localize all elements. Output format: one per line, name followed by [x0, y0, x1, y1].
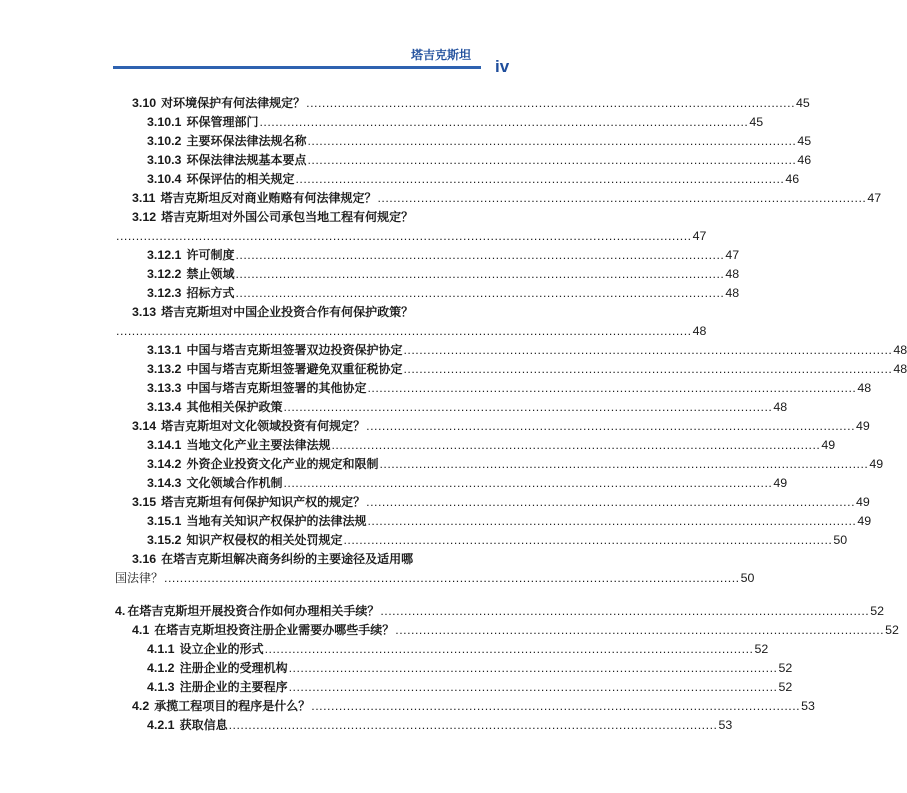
toc-entry[interactable]: [132, 189, 882, 208]
toc-entry-number: 4.2: [132, 699, 150, 713]
toc-leader-dots: ............................................................................................................................: [367, 514, 857, 528]
toc-entry[interactable]: [132, 417, 870, 436]
toc-leader-dots: ............................................................................................................................: [235, 286, 725, 300]
toc-entry-title: 塔吉克斯坦对外国公司承包当地工程有何规定？: [161, 210, 414, 224]
toc-entry-number: 3.16: [132, 552, 157, 566]
toc-entry-number: 3.10.2: [147, 134, 182, 148]
toc-chapter-entry[interactable]: [115, 602, 885, 621]
toc-leader-dots: ............................................................................................................................: [235, 267, 725, 281]
toc-entry-number: 3.10.3: [147, 153, 182, 167]
toc-entry[interactable]: [132, 550, 470, 569]
toc-entry-title: 环保管理部门: [186, 115, 259, 129]
toc-leader-dots: ..................................................................................................................................................: [116, 324, 692, 338]
toc-entry-number: 3.13.3: [147, 381, 182, 395]
toc-entry-title: 中国与塔吉克斯坦签署的其他协定: [186, 381, 367, 395]
toc-entry-page: 45: [749, 115, 764, 129]
toc-entry-number: 3.10: [132, 96, 157, 110]
toc-entry-number: 3.15: [132, 495, 157, 509]
running-header-title: 塔吉克斯坦: [410, 48, 471, 62]
page-number: iv: [495, 57, 510, 76]
toc-leader-dots: ............................................................................................................................: [288, 680, 778, 694]
toc-entry[interactable]: [147, 512, 872, 531]
toc-entry[interactable]: [132, 697, 815, 716]
toc-entry-title: 塔吉克斯坦对文化领域投资有何规定？: [161, 419, 366, 433]
toc-entry-page: 52: [778, 661, 793, 675]
toc-entry-page: 47: [692, 229, 707, 243]
toc-entry-number: 3.13: [132, 305, 157, 319]
toc-entry-page: 52: [885, 623, 899, 637]
toc-entry-page: 53: [801, 699, 815, 713]
toc-entry-page: 48: [893, 343, 907, 357]
toc-entry[interactable]: [147, 379, 872, 398]
toc-entry-page: 48: [725, 286, 740, 300]
toc-entry[interactable]: [147, 151, 812, 170]
toc-leader-dots: ............................................................................................................................: [307, 153, 797, 167]
toc-leader-dots: ............................................................................................................................: [311, 699, 801, 713]
toc-entry-page: 47: [725, 248, 740, 262]
toc-entry[interactable]: [132, 493, 870, 512]
toc-leader-dots: ............................................................................................................................: [228, 718, 718, 732]
toc-entry-number: 3.10.1: [147, 115, 182, 129]
toc-entry-page: 48: [692, 324, 707, 338]
toc-entry-page: 49: [856, 495, 870, 509]
toc-leader-dots: ............................................................................................................................: [235, 248, 725, 262]
toc-entry[interactable]: [147, 170, 800, 189]
toc-entry[interactable]: [147, 265, 740, 284]
toc-entry-title: 外资企业投资文化产业的规定和限制: [186, 457, 379, 471]
toc-entry[interactable]: [147, 284, 740, 303]
toc-leader-dots: ............................................................................................................................: [283, 400, 773, 414]
toc-entry-title: 主要环保法律法规名称: [186, 134, 307, 148]
toc-entry[interactable]: [147, 531, 848, 550]
toc-leader-dots: ............................................................................................................................: [367, 381, 857, 395]
toc-leader-dots: ............................................................................................................................: [379, 457, 869, 471]
toc-entry-page: 49: [856, 419, 870, 433]
toc-entry-title: 注册企业的主要程序: [179, 680, 288, 694]
toc-entry-page: 53: [718, 718, 733, 732]
toc-entry[interactable]: [147, 398, 788, 417]
toc-entry[interactable]: [147, 436, 836, 455]
toc-leader-dots: ............................................................................................................................: [331, 438, 821, 452]
toc-entry-page: 48: [893, 362, 907, 376]
toc-entry[interactable]: [132, 94, 810, 113]
toc-entry-page: 46: [785, 172, 800, 186]
toc-entry[interactable]: [132, 303, 470, 322]
toc-entry-title: 当地有关知识产权保护的法律法规: [186, 514, 367, 528]
toc-entry-number: 3.15.1: [147, 514, 182, 528]
toc-entry-page: 49: [869, 457, 884, 471]
toc-entry-page: 49: [773, 476, 788, 490]
toc-entry-title: 获取信息: [179, 718, 228, 732]
toc-entry-number: 4.2.1: [147, 718, 175, 732]
toc-entry-number: 3.11: [132, 191, 156, 205]
toc-entry-continuation[interactable]: [115, 569, 755, 588]
toc-entry-number: 3.14.3: [147, 476, 182, 490]
toc-leader-dots: ............................................................................................................................: [366, 495, 856, 509]
toc-entry-title: 在塔吉克斯坦开展投资合作如何办理相关手续？: [127, 604, 380, 618]
toc-leader-dots: ............................................................................................................................: [288, 661, 778, 675]
toc-leader-dots: ............................................................................................................................: [380, 604, 870, 618]
toc-leader-dots: ............................................................................................................................: [283, 476, 773, 490]
toc-entry-number: 3.13.1: [147, 343, 182, 357]
toc-leader-dots: ..................................................................................................................................................: [116, 229, 692, 243]
toc-entry-number: 3.12.1: [147, 248, 182, 262]
toc-entry[interactable]: [147, 716, 733, 735]
toc-entry-continuation[interactable]: [115, 227, 707, 246]
toc-entry-number: 4.1.2: [147, 661, 175, 675]
toc-entry[interactable]: [132, 208, 470, 227]
toc-entry[interactable]: [147, 640, 769, 659]
toc-entry-title: 在塔吉克斯坦投资注册企业需要办哪些手续？: [154, 623, 395, 637]
toc-entry-number: 3.13.2: [147, 362, 182, 376]
toc-entry-number: 3.14: [132, 419, 157, 433]
toc-entry[interactable]: [147, 113, 764, 132]
toc-leader-dots: ............................................................................................................................: [377, 191, 867, 205]
toc-entry-number: 3.12.2: [147, 267, 182, 281]
toc-entry-page: 48: [725, 267, 740, 281]
toc-entry-number: 4.1.3: [147, 680, 175, 694]
toc-entry-page: 49: [821, 438, 836, 452]
toc-entry[interactable]: [147, 246, 740, 265]
toc-entry-page: 45: [796, 96, 810, 110]
toc-leader-dots: ............................................................................................................................: [295, 172, 785, 186]
toc-entry-title: 环保法律法规基本要点: [186, 153, 307, 167]
toc-leader-dots: ............................................................................................................................: [366, 419, 856, 433]
toc-entry-number: 4.: [115, 604, 126, 618]
toc-entry-number: 3.10.4: [147, 172, 182, 186]
toc-leader-dots: ............................................................................................................................: [403, 362, 893, 376]
toc-entry[interactable]: [132, 621, 899, 640]
toc-entry-title: 塔吉克斯坦对中国企业投资合作有何保护政策？: [161, 305, 414, 319]
toc-entry-continuation[interactable]: [115, 322, 707, 341]
toc-leader-dots: ............................................................................................................................: [395, 623, 885, 637]
toc-leader-dots: ..................................................................................................................................................: [164, 571, 740, 585]
toc-leader-dots: ............................................................................................................................: [306, 96, 796, 110]
toc-entry[interactable]: [147, 132, 812, 151]
toc-entry-number: 3.12: [132, 210, 157, 224]
toc-entry-title: 招标方式: [186, 286, 235, 300]
toc-entry-title: 禁止领域: [186, 267, 235, 281]
toc-entry-page: 52: [778, 680, 793, 694]
toc-entry[interactable]: [147, 474, 788, 493]
toc-entry-number: 3.14.1: [147, 438, 182, 452]
toc-entry-title: 塔吉克斯坦反对商业贿赂有何法律规定？: [160, 191, 377, 205]
toc-leader-dots: ............................................................................................................................: [343, 533, 833, 547]
toc-entry-title: 环保评估的相关规定: [186, 172, 295, 186]
toc-entry-title: 文化领域合作机制: [186, 476, 283, 490]
toc-entry-title: 设立企业的形式: [179, 642, 264, 656]
toc-entry-title: 对环境保护有何法律规定？: [161, 96, 306, 110]
toc-entry-page: 50: [833, 533, 848, 547]
toc-entry-title: 承揽工程项目的程序是什么？: [154, 699, 311, 713]
toc-entry-number: 3.12.3: [147, 286, 182, 300]
toc-entry[interactable]: [147, 678, 793, 697]
toc-entry-number: 4.1.1: [147, 642, 175, 656]
toc-entry-title: 知识产权侵权的相关处罚规定: [186, 533, 343, 547]
toc-entry-title: 其他相关保护政策: [186, 400, 283, 414]
toc-entry-title: 当地文化产业主要法律法规: [186, 438, 331, 452]
toc-entry-title-continued: 国法律？: [115, 571, 164, 585]
toc-entry-page: 52: [754, 642, 769, 656]
toc-entry-page: 52: [870, 604, 885, 618]
toc-entry-title: 注册企业的受理机构: [179, 661, 288, 675]
toc-entry-page: 48: [857, 381, 872, 395]
toc-entry[interactable]: [147, 455, 884, 474]
toc-entry-title: 中国与塔吉克斯坦签署避免双重征税协定: [186, 362, 403, 376]
toc-entry[interactable]: [147, 659, 793, 678]
toc-entry-page: 47: [867, 191, 882, 205]
toc-entry[interactable]: [147, 341, 907, 360]
toc-entry-title: 在塔吉克斯坦解决商务纠纷的主要途径及适用哪: [161, 552, 414, 566]
toc-entry-number: 4.1: [132, 623, 150, 637]
toc-entry-title: 塔吉克斯坦有何保护知识产权的规定？: [161, 495, 366, 509]
toc-leader-dots: ............................................................................................................................: [264, 642, 754, 656]
toc-leader-dots: ............................................................................................................................: [403, 343, 893, 357]
toc-entry-number: 3.14.2: [147, 457, 182, 471]
toc-entry-title: 中国与塔吉克斯坦签署双边投资保护协定: [186, 343, 403, 357]
toc-entry-title: 许可制度: [186, 248, 235, 262]
toc-entry-page: 50: [740, 571, 755, 585]
toc-entry-number: 3.15.2: [147, 533, 182, 547]
toc-entry-page: 48: [773, 400, 788, 414]
toc-leader-dots: ............................................................................................................................: [307, 134, 797, 148]
toc-entry-number: 3.13.4: [147, 400, 182, 414]
toc-entry-page: 45: [797, 134, 812, 148]
toc-entry[interactable]: [147, 360, 907, 379]
toc-entry-page: 46: [797, 153, 812, 167]
toc-entry-page: 49: [857, 514, 872, 528]
toc-leader-dots: ............................................................................................................................: [259, 115, 749, 129]
